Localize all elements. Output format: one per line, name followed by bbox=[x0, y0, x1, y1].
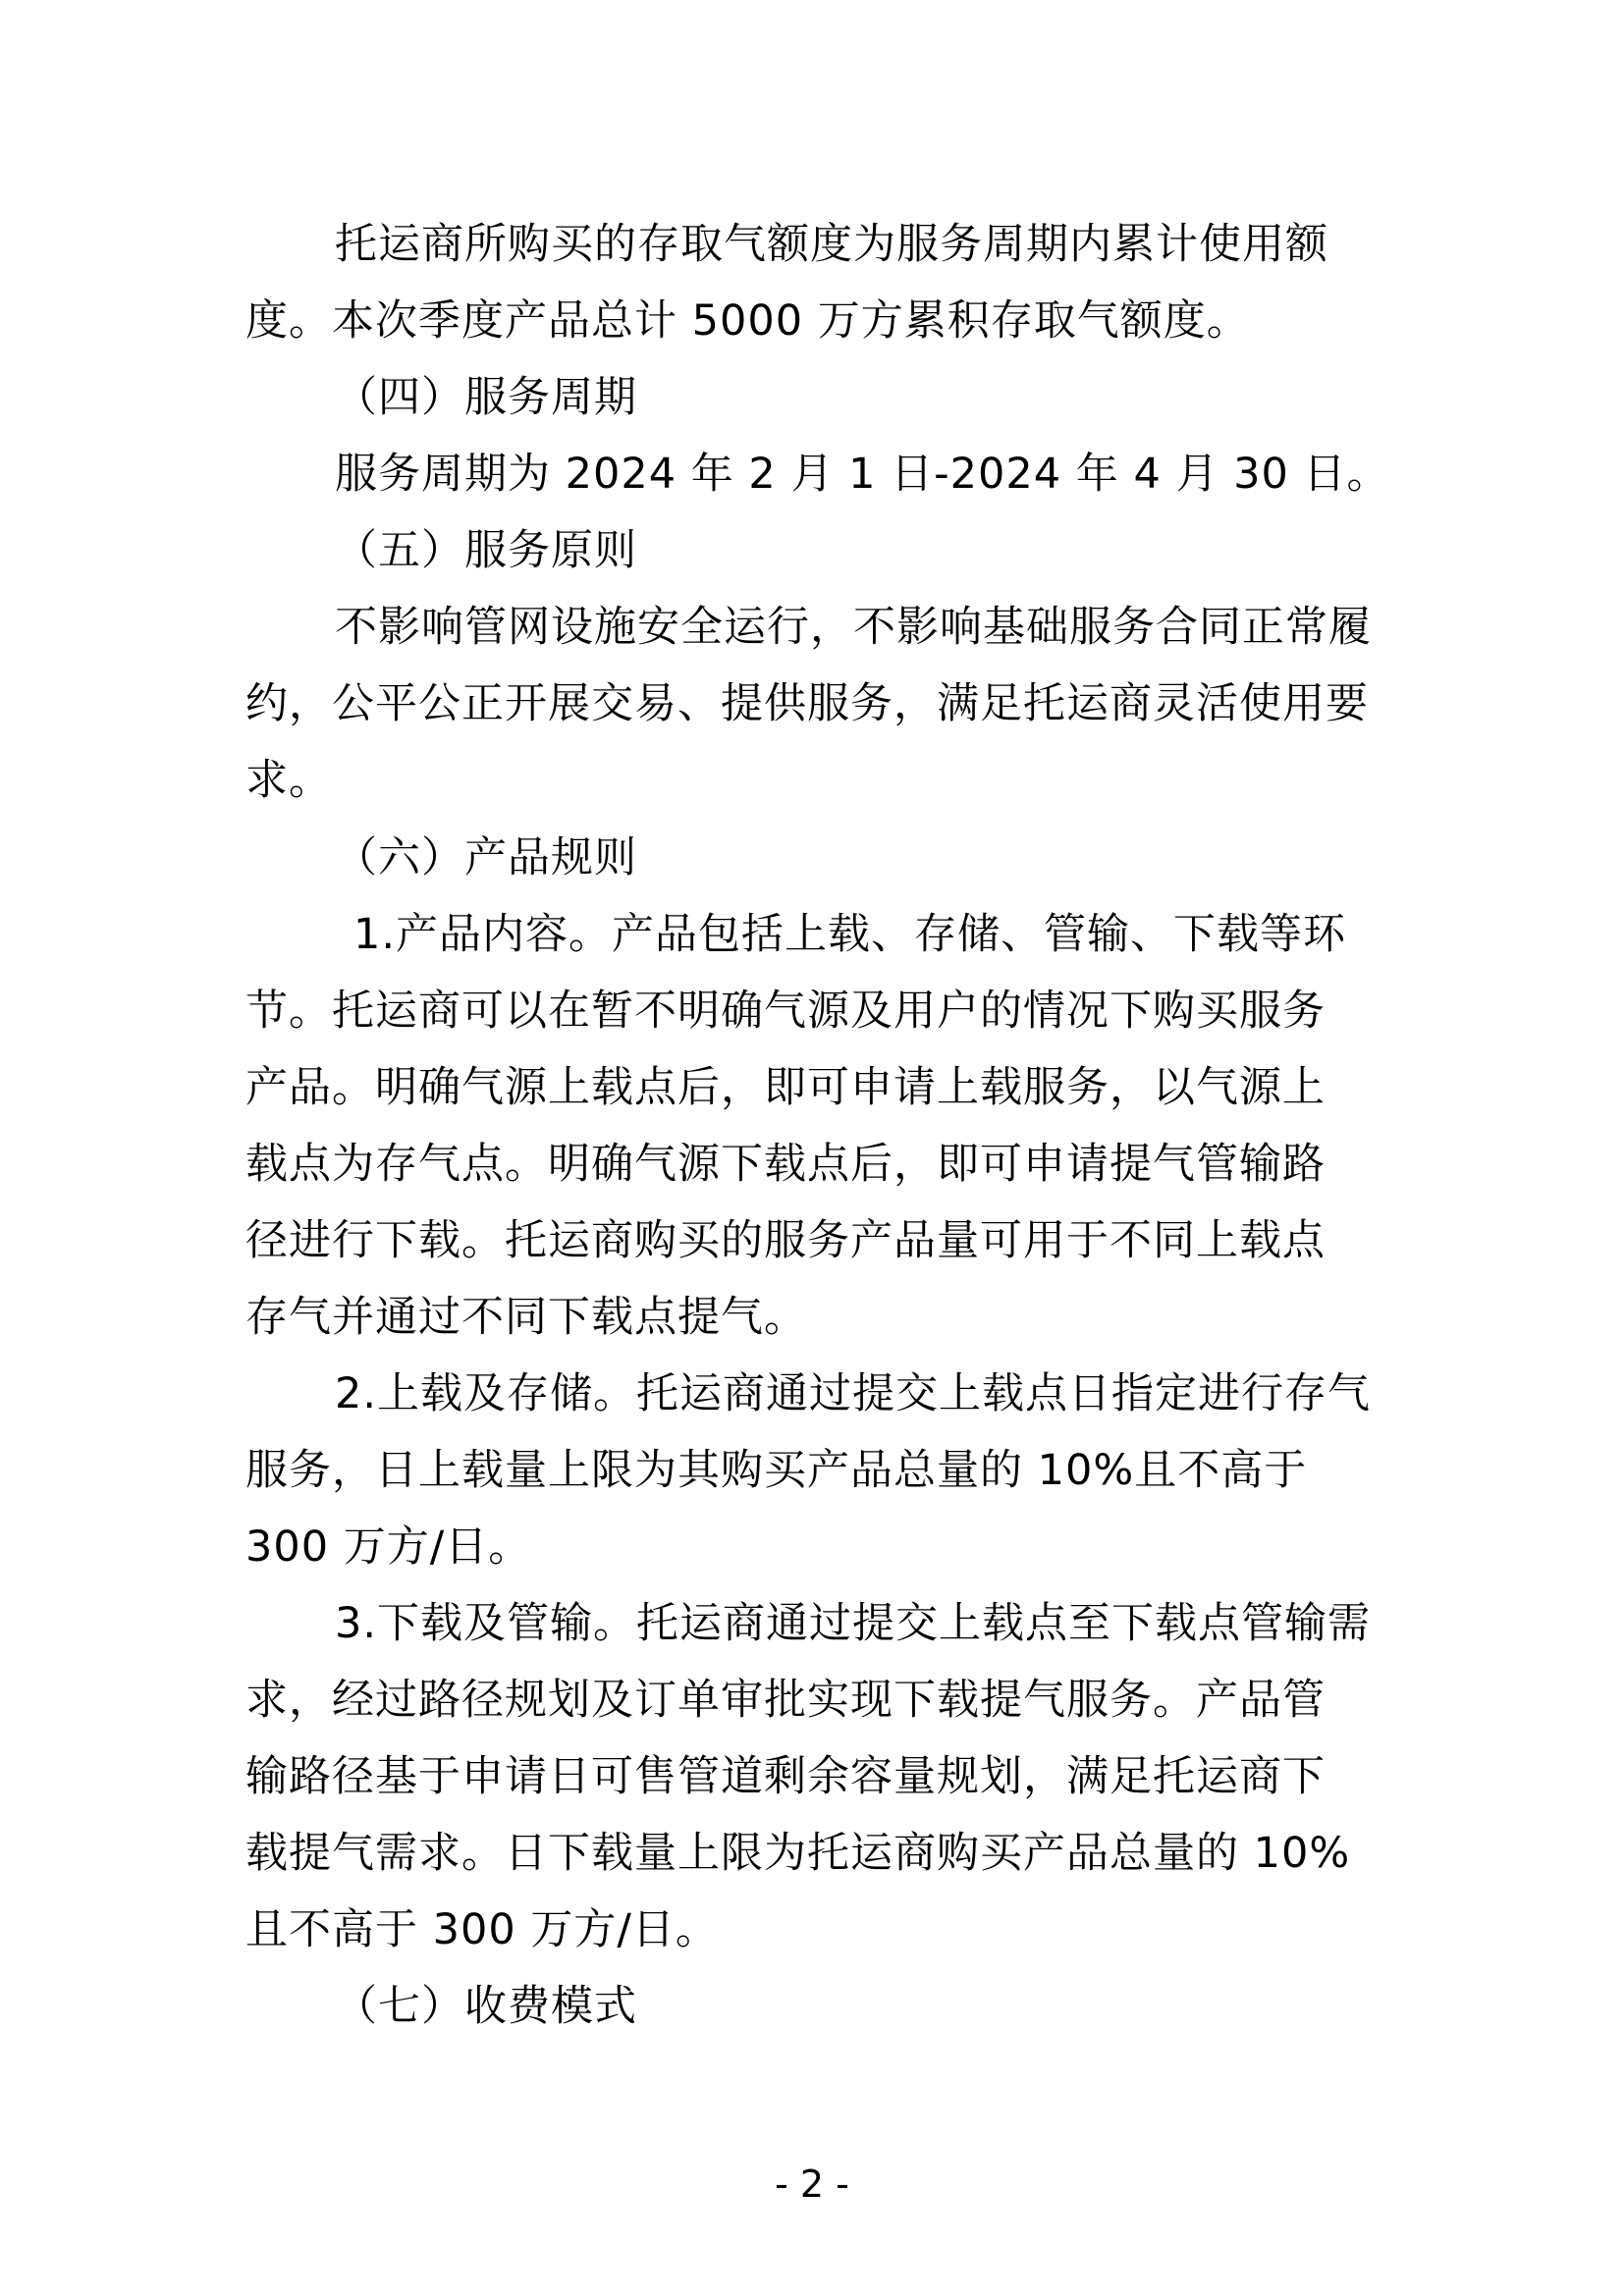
para-line-7: 1.产品内容。产品包括上载、存储、管输、下载等环 bbox=[353, 910, 1347, 959]
para-line-11: 径进行下载。托运商购买的服务产品量可用于不同上载点 bbox=[245, 1216, 1326, 1265]
section-heading-6: （六）产品规则 bbox=[335, 833, 637, 882]
para-line-3: 服务周期为 2024 年 2 月 1 日-2024 年 4 月 30 日。 bbox=[335, 450, 1390, 499]
para-line-18: 输路径基于申请日可售管道剩余容量规划，满足托运商下 bbox=[245, 1752, 1326, 1801]
page-number: - 2 - bbox=[775, 2163, 849, 2206]
para-line-4: 不影响管网设施安全运行，不影响基础服务合同正常履 bbox=[335, 603, 1372, 652]
para-line-15: 300 万方/日。 bbox=[245, 1522, 532, 1572]
para-line-13: 2.上载及存储。托运商通过提交上载点日指定进行存气 bbox=[335, 1369, 1372, 1418]
para-line-8: 节。托运商可以在暂不明确气源及用户的情况下购买服务 bbox=[245, 987, 1326, 1036]
para-line-5: 约，公平公正开展交易、提供服务，满足托运商灵活使用要 bbox=[245, 679, 1369, 728]
section-heading-4: （四）服务周期 bbox=[335, 373, 637, 422]
para-line-12: 存气并通过不同下载点提气。 bbox=[245, 1293, 807, 1342]
para-line-10: 载点为存气点。明确气源下载点后，即可申请提气管输路 bbox=[245, 1140, 1326, 1189]
para-line-19: 载提气需求。日下载量上限为托运商购买产品总量的 10% bbox=[245, 1829, 1351, 1878]
para-line-1: 托运商所购买的存取气额度为服务周期内累计使用额 bbox=[335, 220, 1328, 269]
para-line-6: 求。 bbox=[245, 756, 332, 805]
para-line-17: 求，经过路径规划及订单审批实现下载提气服务。产品管 bbox=[245, 1676, 1326, 1725]
section-heading-7: （七）收费模式 bbox=[335, 1982, 637, 2031]
para-line-2: 度。本次季度产品总计 5000 万方累积存取气额度。 bbox=[245, 296, 1250, 346]
para-line-20: 且不高于 300 万方/日。 bbox=[245, 1905, 719, 1954]
section-heading-5: （五）服务原则 bbox=[335, 526, 637, 575]
para-line-16: 3.下载及管输。托运商通过提交上载点至下载点管输需 bbox=[335, 1599, 1372, 1648]
para-line-9: 产品。明确气源上载点后，即可申请上载服务，以气源上 bbox=[245, 1063, 1326, 1112]
para-line-14: 服务，日上载量上限为其购买产品总量的 10%且不高于 bbox=[245, 1446, 1308, 1495]
